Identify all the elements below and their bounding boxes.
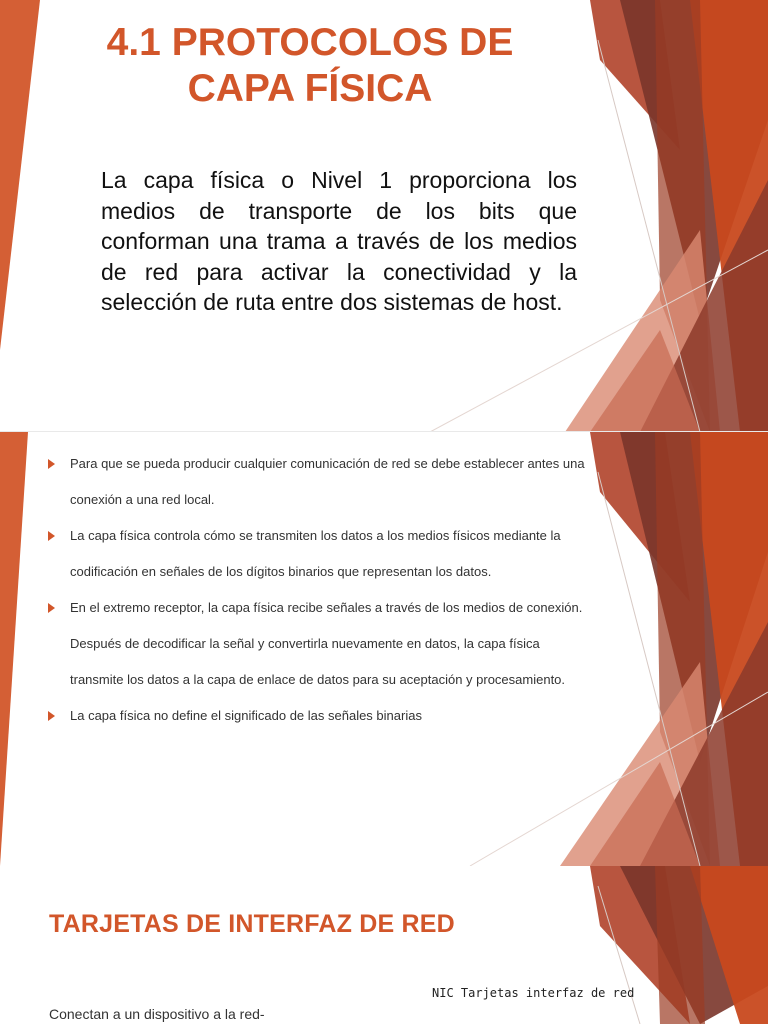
slide-2 (0, 432, 768, 866)
bullet-text: En el extremo receptor, la capa física recibe señales a través de los medios de conexión. Después de decodificar la señal y convertirla nuevamente en datos, la capa física transmite los datos a la capa de enlace de datos para su aceptación y procesamiento. (70, 600, 583, 687)
bullet-arrow-icon (48, 603, 55, 613)
slide-3-body: Conectan a un dispositivo a la red- (49, 1006, 265, 1022)
bullet-arrow-icon (48, 459, 55, 469)
bullet-text: La capa física controla cómo se transmiten los datos a los medios físicos mediante la codificación en señales de los dígitos binarios que representan los datos. (70, 528, 561, 579)
bullet-arrow-icon (48, 531, 55, 541)
slide-1-title: 4.1 PROTOCOLOS DE CAPA FÍSICA (106, 21, 514, 110)
bullet-text: Para que se pueda producir cualquier comunicación de red se debe establecer antes una conexión a una red local. (70, 456, 585, 507)
bullet-item (48, 518, 588, 590)
bullet-item (48, 590, 588, 698)
bullet-item (48, 698, 588, 734)
slide-3 (0, 866, 768, 1024)
slide-1-body: La capa física o Nivel 1 proporciona los medios de transporte de los bits que conforman una trama a través de los medios de red para activar la conectividad y la selección de ruta entre dos sistemas de host. (101, 167, 577, 315)
slide-3-title: TARJETAS DE INTERFAZ DE RED (49, 910, 455, 938)
bullet-item (48, 446, 588, 518)
slide-1 (0, 0, 768, 432)
bullet-text: La capa física no define el significado de las señales binarias (70, 708, 422, 723)
slide-3-decoration (0, 866, 768, 1024)
bullet-list (48, 446, 588, 734)
image-caption: NIC Tarjetas interfaz de red (432, 986, 635, 1000)
bullet-arrow-icon (48, 711, 55, 721)
